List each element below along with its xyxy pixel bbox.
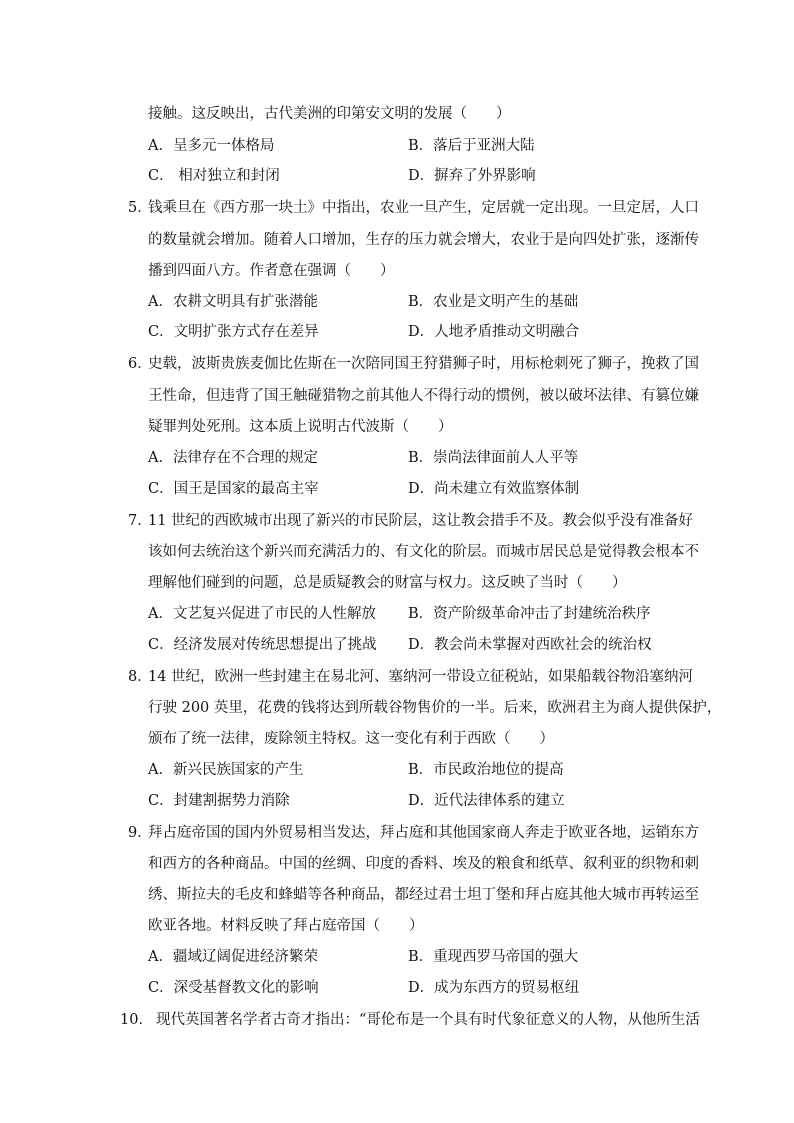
q6-number: 6． xyxy=(128,356,152,372)
q9-option-b[interactable] xyxy=(408,945,578,966)
option-label: A． xyxy=(148,949,173,965)
option-text: 国王是国家的最高主宰 xyxy=(173,481,319,497)
q9-stem-line-1: 拜占庭帝国的国内外贸易相当发达，拜占庭和其他国家商人奔走于欧亚各地，运销东方 xyxy=(148,825,699,841)
q10-number: 10． xyxy=(120,1012,153,1028)
q7-number: 7． xyxy=(128,513,152,529)
option-label: A． xyxy=(148,294,173,310)
option-label: A． xyxy=(148,450,173,466)
option-text: 新兴民族国家的产生 xyxy=(172,762,304,778)
option-label: C． xyxy=(148,793,174,809)
q7-option-c[interactable] xyxy=(148,633,377,654)
q6-option-c[interactable] xyxy=(148,477,319,498)
q8-stem-line-1: 14 世纪，欧洲一些封建主在易北河、塞纳河一带设立征税站，如果船载谷物沿塞纳河 xyxy=(148,669,694,685)
q4-option-d[interactable] xyxy=(408,164,536,185)
option-text: 文艺复兴促进了市民的人性解放 xyxy=(172,606,376,622)
q5-option-d[interactable] xyxy=(408,320,579,341)
q7-stem-line-3: 理解他们碰到的问题，总是质疑教会的财富与权力。这反映了当时（ ） xyxy=(148,575,627,591)
option-text: 成为东西方的贸易枢纽 xyxy=(434,980,580,996)
q5-number: 5． xyxy=(128,200,152,216)
q8-option-b[interactable] xyxy=(408,758,564,779)
option-label: A． xyxy=(148,606,173,622)
option-text: 崇尚法律面前人人平等 xyxy=(433,450,579,466)
option-label: D． xyxy=(408,168,435,184)
q5-option-b[interactable] xyxy=(408,290,578,311)
q5-option-c[interactable] xyxy=(148,320,319,341)
option-text: 摒弃了外界影响 xyxy=(434,168,536,184)
q4-option-c[interactable] xyxy=(148,164,280,185)
option-label: B． xyxy=(408,450,434,466)
option-label: B． xyxy=(408,294,434,310)
option-text: 市民政治地位的提高 xyxy=(433,762,564,778)
q5-stem-line-3: 播到四面八方。作者意在强调（ ） xyxy=(148,263,395,279)
option-text: 资产阶级革命冲击了封建统治秩序 xyxy=(433,606,651,622)
option-text: 教会尚未掌握对西欧社会的统治权 xyxy=(434,637,652,653)
q7-option-b[interactable] xyxy=(408,602,651,623)
q7-option-d[interactable] xyxy=(408,633,652,654)
option-label: C． xyxy=(148,481,174,497)
option-text: 近代法律体系的建立 xyxy=(434,793,565,809)
option-text: 深受基督教文化的影响 xyxy=(173,980,319,996)
q6-option-b[interactable] xyxy=(408,446,578,467)
q7-stem-line-1: 11 世纪的西欧城市出现了新兴的市民阶层，这让教会措手不及。教会似乎没有准备好 xyxy=(148,513,694,529)
q9-option-c[interactable] xyxy=(148,976,319,997)
q4-option-b[interactable] xyxy=(408,134,535,155)
option-label: D． xyxy=(408,481,435,497)
q8-option-c[interactable] xyxy=(148,789,290,810)
q8-stem-line-3: 颁布了统一法律，废除领主特权。这一变化有利于西欧（ ） xyxy=(148,731,554,747)
option-label: A． xyxy=(148,762,173,778)
q8-option-d[interactable] xyxy=(408,789,565,810)
option-label: C． xyxy=(148,637,174,653)
option-text: 尚未建立有效监察体制 xyxy=(434,481,580,497)
q10-stem-line-1: 现代英国著名学者古奇才指出：“哥伦布是一个具有时代象征意义的人物，从他所生活 xyxy=(156,1012,700,1028)
option-text: 疆域辽阔促进经济繁荣 xyxy=(172,949,318,965)
q4-stem-line: 接触。这反映出，古代美洲的印第安文明的发展（ ） xyxy=(148,106,511,122)
option-label: B． xyxy=(408,762,434,778)
option-text: 落后于亚洲大陆 xyxy=(433,138,535,154)
option-label: B． xyxy=(408,138,434,154)
option-text: 农耕文明具有扩张潜能 xyxy=(172,294,318,310)
option-label: C． xyxy=(148,324,174,340)
option-label: D． xyxy=(408,793,435,809)
q9-number: 9． xyxy=(128,825,152,841)
option-label: A． xyxy=(148,138,173,154)
option-text: 法律存在不合理的规定 xyxy=(172,450,318,466)
option-text: 重现西罗马帝国的强大 xyxy=(433,949,579,965)
q7-stem-line-2: 该如何去统治这个新兴而充满活力的、有文化的阶层。而城市居民总是觉得教会根本不 xyxy=(148,544,699,560)
q4-option-a[interactable] xyxy=(148,134,274,155)
q9-option-a[interactable] xyxy=(148,945,318,966)
q6-stem-line-1: 史载，波斯贵族麦伽比佐斯在一次陪同国王狩猎狮子时，用标枪刺死了狮子，挽救了国 xyxy=(148,356,699,372)
option-text: 相对独立和封闭 xyxy=(173,168,280,184)
option-text: 经济发展对传统思想提出了挑战 xyxy=(173,637,377,653)
option-label: C． xyxy=(148,980,174,996)
option-text: 呈多元一体格局 xyxy=(172,138,275,154)
option-label: B． xyxy=(408,606,434,622)
option-label: D． xyxy=(408,637,435,653)
q6-option-d[interactable] xyxy=(408,477,579,498)
q9-stem-line-4: 欧亚各地。材料反映了拜占庭帝国（ ） xyxy=(148,918,424,934)
option-label: C． xyxy=(148,168,174,184)
q7-option-a[interactable] xyxy=(148,602,376,623)
option-label: D． xyxy=(408,324,435,340)
option-label: D． xyxy=(408,980,435,996)
option-text: 封建割据势力消除 xyxy=(173,793,290,809)
q5-option-a[interactable] xyxy=(148,290,318,311)
option-label: B． xyxy=(408,949,434,965)
q9-option-d[interactable] xyxy=(408,976,579,997)
q8-number: 8． xyxy=(128,669,152,685)
option-text: 文明扩张方式存在差异 xyxy=(173,324,319,340)
q8-stem-line-2: 行驶 200 英里，花费的钱将达到所载谷物售价的一半。后来，欧洲君主为商人提供保护， xyxy=(148,700,722,716)
q8-option-a[interactable] xyxy=(148,758,303,779)
q9-stem-line-3: 绣、斯拉夫的毛皮和蜂蜡等各种商品，都经过君士坦丁堡和拜占庭其他大城市再转运至 xyxy=(148,887,699,903)
q6-stem-line-2: 王性命，但违背了国王触碰猎物之前其他人不得行动的惯例，被以破坏法律、有篡位嫌 xyxy=(148,388,699,404)
q5-stem-line-1: 钱乘旦在《西方那一块土》中指出，农业一旦产生，定居就一定出现。一旦定居，人口 xyxy=(148,200,699,216)
q6-option-a[interactable] xyxy=(148,446,318,467)
q5-stem-line-2: 的数量就会增加。随着人口增加，生存的压力就会增大，农业于是向四处扩张，逐渐传 xyxy=(148,232,699,248)
option-text: 人地矛盾推动文明融合 xyxy=(434,324,580,340)
q9-stem-line-2: 和西方的各种商品。中国的丝绸、印度的香料、埃及的粮食和纸草、叙利亚的织物和刺 xyxy=(148,856,699,872)
option-text: 农业是文明产生的基础 xyxy=(433,294,579,310)
q6-stem-line-3: 疑罪判处死刑。这本质上说明古代波斯（ ） xyxy=(148,419,453,435)
